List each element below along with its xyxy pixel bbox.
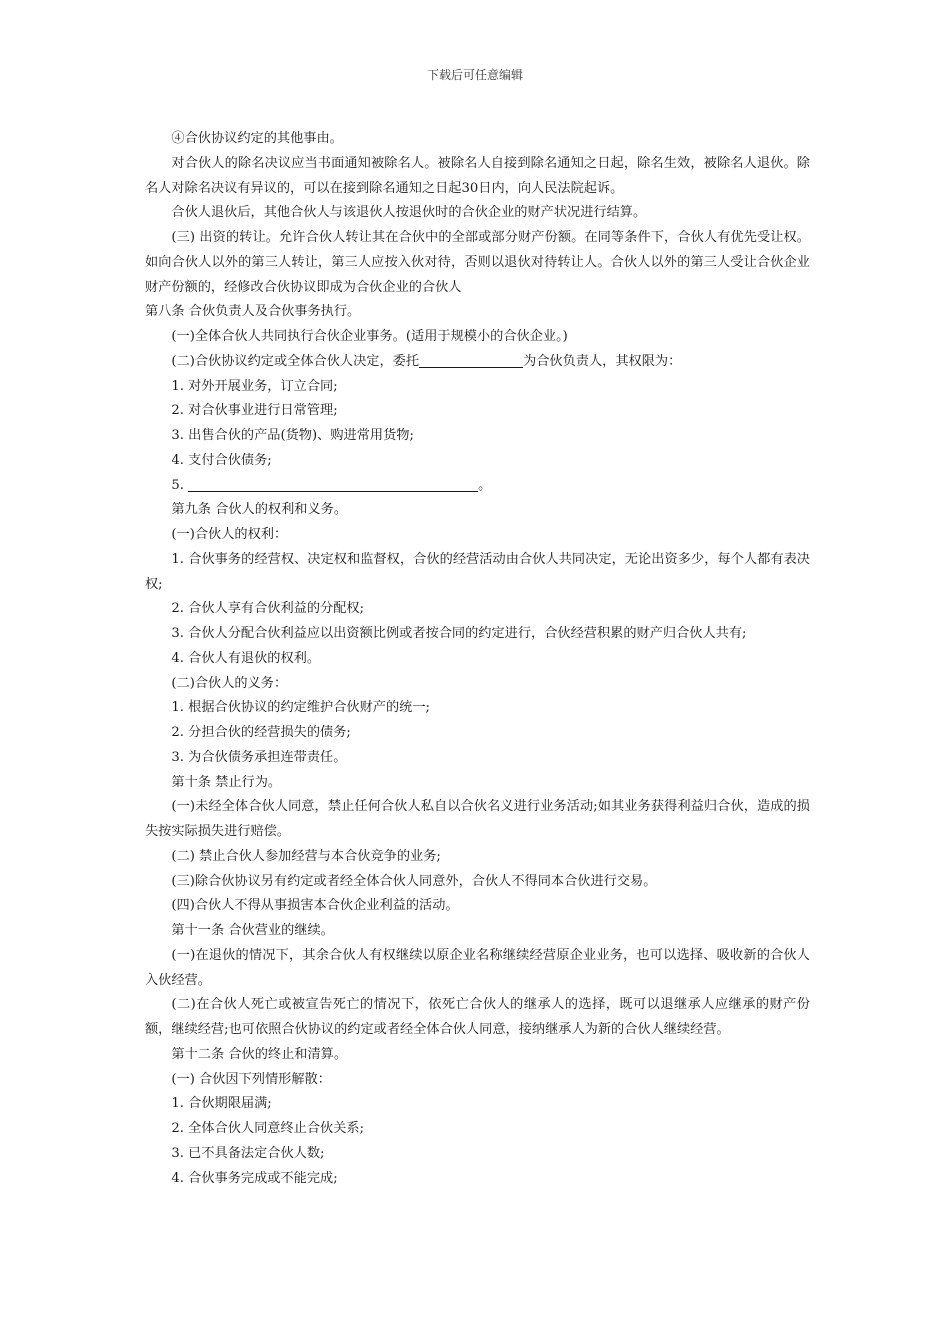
section-heading: 第十二条 合伙的终止和清算。 xyxy=(171,1046,348,1062)
paragraph: (三) 出资的转让。允许合伙人转让其在合伙中的全部或部分财产份额。在同等条件下，合伙人有优先受让权。如向合伙人以外的第三人转让，第三人应按入伙对待，否则以退伙对待转让人。合伙人以外的第三人受让合伙企业财产份额的，经修改合伙协议即成为合伙企业的合伙人 xyxy=(145,230,810,295)
section-heading: 第八条 合伙负责人及合伙事务执行。 xyxy=(145,304,361,320)
list-item: 1. 对外开展业务，订立合同; xyxy=(171,378,338,394)
list-item-with-blank xyxy=(145,474,810,499)
list-item: 2. 对合伙事业进行日常管理; xyxy=(171,403,338,419)
list-item: 3. 出售合伙的产品(货物)、购进常用货物; xyxy=(171,428,414,443)
document-body xyxy=(145,127,810,1191)
list-item: 2. 全体合伙人同意终止合伙关系; xyxy=(171,1121,365,1136)
paragraph: (三)除合伙协议另有约定或者经全体合伙人同意外，合伙人不得同本合伙进行交易。 xyxy=(171,873,657,889)
paragraph: (一) 合伙因下列情形解散： xyxy=(171,1071,331,1087)
paragraph: ④合伙协议约定的其他事由。 xyxy=(171,131,343,146)
section-heading: 第九条 合伙人的权利和义务。 xyxy=(171,502,348,518)
paragraph: (四)合伙人不得从事损害本合伙企业利益的活动。 xyxy=(171,898,459,914)
list-item: 1. 根据合伙协议的约定维护合伙财产的统一; xyxy=(171,700,430,716)
list-item: 2. 合伙人享有合伙利益的分配权; xyxy=(171,601,365,617)
paragraph: 合伙人退伙后，其他合伙人与该退伙人按退伙时的合伙企业的财产状况进行结算。 xyxy=(171,205,647,221)
list-item: 4. 支付合伙债务; xyxy=(171,452,272,468)
paragraph-text-before: (二)合伙协议约定或全体合伙人决定，委托 xyxy=(171,353,420,369)
list-item-number: 5. xyxy=(171,477,189,493)
list-item: 1. 合伙期限届满; xyxy=(171,1096,272,1112)
paragraph: 对合伙人的除名决议应当书面通知被除名人。被除名人自接到除名通知之日起，除名生效，被除名人退伙。除名人对除名决议有异议的，可以在接到除名通知之日起30日内，向人民法院起诉。 xyxy=(145,155,810,196)
paragraph: (一)合伙人的权利： xyxy=(171,527,288,542)
paragraph: (一)全体合伙人共同执行合伙企业事务。(适用于规模小的合伙企业。) xyxy=(171,329,568,344)
list-item-end: 。 xyxy=(478,477,492,493)
paragraph: (一)未经全体合伙人同意，禁止任何合伙人私自以合伙名义进行业务活动;如其业务获得利益归合伙，造成的损失按实际损失进行赔偿。 xyxy=(145,799,810,839)
section-heading: 第十条 禁止行为。 xyxy=(171,774,282,790)
page-header: 下载后可任意编辑 xyxy=(426,68,523,82)
list-item: 4. 合伙事务完成或不能完成; xyxy=(171,1170,338,1186)
paragraph-with-blank xyxy=(145,350,810,375)
paragraph: (二)合伙人的义务： xyxy=(171,675,288,691)
list-item: 1. 合伙事务的经营权、决定权和监督权，合伙的经营活动由合伙人共同决定，无论出资多少，每个人都有表决权; xyxy=(145,551,810,592)
list-item: 2. 分担合伙的经营损失的债务; xyxy=(171,725,351,740)
section-heading: 第十一条 合伙营业的继续。 xyxy=(171,923,334,938)
paragraph: (二) 禁止合伙人参加经营与本合伙竞争的业务; xyxy=(171,848,441,864)
paragraph-text-after: 为合伙负责人，其权限为： xyxy=(523,353,682,369)
paragraph: (二)在合伙人死亡或被宣告死亡的情况下，依死亡合伙人的继承人的选择，既可以退继承人应继承的财产份额，继续经营;也可依照合伙协议的约定或者经全体合伙人同意，接纳继承人为新的合伙人继续经营。 xyxy=(145,997,810,1037)
list-item: 3. 为合伙债务承担连带责任。 xyxy=(171,749,347,765)
paragraph: (一)在退伙的情况下，其余合伙人有权继续以原企业名称继续经营原企业业务，也可以选择、吸收新的合伙人入伙经营。 xyxy=(145,947,810,988)
fill-in-blank[interactable] xyxy=(419,353,523,368)
fill-in-blank[interactable] xyxy=(188,477,478,492)
list-item: 4. 合伙人有退伙的权利。 xyxy=(171,650,321,666)
list-item: 3. 合伙人分配合伙利益应以出资额比例或者按合同的约定进行，合伙经营积累的财产归合伙人共有; xyxy=(171,626,747,641)
list-item: 3. 已不具备法定合伙人数; xyxy=(171,1145,325,1161)
